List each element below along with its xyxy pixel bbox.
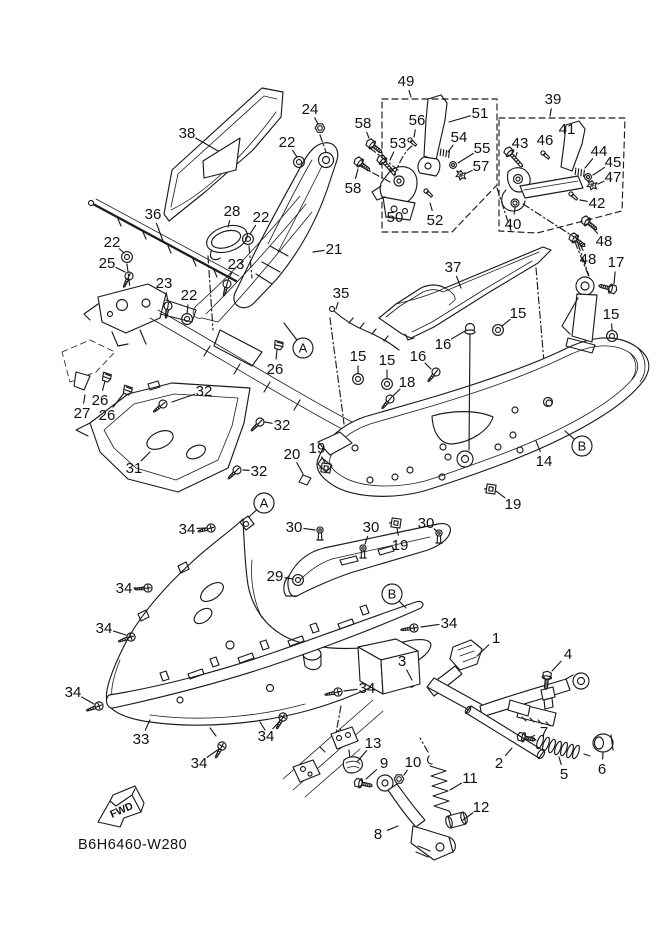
- callout-25: 25: [98, 255, 116, 272]
- leader-line: [467, 170, 472, 173]
- callout-15: 15: [602, 306, 620, 323]
- screw-fastener: [425, 366, 442, 384]
- callout-6: 6: [597, 761, 607, 778]
- callout-48: 48: [595, 233, 613, 250]
- part-12-collar: [445, 811, 469, 828]
- callout-30: 30: [285, 519, 303, 536]
- callout-27: 27: [73, 405, 91, 422]
- callout-50: 50: [386, 209, 404, 226]
- fwd-label: FWD: [108, 800, 136, 821]
- leader-line: [452, 331, 465, 339]
- callout-55: 55: [473, 140, 491, 157]
- screw-fastener: [120, 271, 134, 289]
- rivet30-fastener: [317, 527, 323, 540]
- callout-57: 57: [472, 158, 490, 175]
- callout-26: 26: [98, 407, 116, 424]
- leader-line: [82, 697, 94, 704]
- callout-10: 10: [404, 754, 422, 771]
- leader-line: [593, 167, 605, 175]
- leader-line: [390, 152, 394, 160]
- leader-line: [387, 826, 398, 830]
- leader-line: [293, 150, 297, 157]
- leader-line: [449, 116, 470, 122]
- leader-line: [187, 305, 188, 314]
- callout-9: 9: [379, 755, 389, 772]
- spring-11: [420, 738, 451, 817]
- leader-line: [458, 153, 474, 163]
- center-stand-assembly: [408, 640, 613, 760]
- leader-line: [313, 250, 324, 252]
- leader-line: [250, 225, 256, 234]
- callout-13: 13: [364, 735, 382, 752]
- leader-line: [585, 159, 593, 168]
- callout-52: 52: [426, 212, 444, 229]
- view-ref-label-B: B: [387, 586, 397, 602]
- callout-35: 35: [332, 285, 350, 302]
- callout-34: 34: [358, 680, 376, 697]
- callout-1: 1: [491, 630, 501, 647]
- view-ref-label-B: B: [577, 438, 587, 454]
- callout-24: 24: [301, 101, 319, 118]
- callout-34: 34: [95, 620, 113, 637]
- callout-5: 5: [559, 766, 569, 783]
- callout-37: 37: [444, 259, 462, 276]
- callout-18: 18: [398, 374, 416, 391]
- callout-34: 34: [257, 728, 275, 745]
- nut19-fastener: [484, 484, 496, 494]
- nut19-fastener: [389, 518, 401, 528]
- callout-16: 16: [409, 348, 427, 365]
- callout-19: 19: [391, 537, 409, 554]
- leader-line: [114, 631, 126, 635]
- drawing-code: B6H6460-W280: [78, 837, 188, 853]
- star-fastener: [587, 181, 597, 191]
- callout-8: 8: [373, 826, 383, 843]
- leader-line: [580, 200, 587, 201]
- leader-line: [552, 661, 561, 671]
- callout-58: 58: [344, 180, 362, 197]
- callout-11: 11: [462, 770, 478, 787]
- callout-51: 51: [471, 105, 489, 122]
- leader-line: [598, 181, 604, 184]
- callout-32: 32: [273, 417, 291, 434]
- screw34-fastener: [197, 523, 216, 535]
- callout-16: 16: [434, 336, 452, 353]
- callout-19: 19: [308, 440, 326, 457]
- view-ref-label-A: A: [298, 340, 308, 356]
- leader-line: [414, 130, 415, 137]
- callout-26: 26: [91, 392, 109, 409]
- callout-38: 38: [178, 125, 196, 142]
- callout-45: 45: [604, 154, 622, 171]
- leader-line: [421, 624, 439, 627]
- clip26-fastener: [100, 371, 113, 384]
- callout-54: 54: [450, 129, 468, 146]
- callout-14: 14: [535, 453, 553, 470]
- leader-line: [265, 422, 272, 423]
- callout-30: 30: [417, 515, 435, 532]
- leader-line: [276, 350, 277, 359]
- clip26-fastener: [272, 339, 284, 351]
- callout-12: 12: [472, 799, 490, 816]
- screw34-fastener: [212, 740, 227, 759]
- leader-line: [249, 510, 256, 517]
- star-fastener: [456, 171, 466, 181]
- callout-34: 34: [64, 684, 82, 701]
- leader-line: [450, 783, 461, 790]
- fwd-arrow: [98, 786, 144, 827]
- screw34-fastener: [400, 623, 418, 634]
- callout-22: 22: [252, 209, 270, 226]
- leader-line: [284, 323, 297, 340]
- screw-fastener: [248, 416, 265, 433]
- nut-fastener: [394, 775, 404, 783]
- bolt-fastener: [598, 281, 618, 295]
- callout-2: 2: [494, 755, 504, 772]
- washer-fastener: [585, 174, 592, 181]
- callout-22: 22: [180, 287, 198, 304]
- pin-fastener: [423, 188, 433, 198]
- callout-26: 26: [266, 361, 284, 378]
- bushing-6: [593, 734, 613, 752]
- callout-4: 4: [563, 646, 573, 663]
- screw34-fastener: [85, 701, 104, 715]
- pin-fastener: [407, 137, 417, 147]
- part-27-clip: [62, 340, 115, 390]
- callout-31: 31: [125, 460, 143, 477]
- callout-46: 46: [536, 132, 554, 149]
- washer-fastener: [450, 162, 457, 169]
- callout-15: 15: [509, 305, 527, 322]
- leader-line: [356, 169, 358, 178]
- leader-line: [514, 208, 515, 214]
- leader-line: [559, 757, 561, 764]
- callout-29: 29: [266, 568, 284, 585]
- bolt-fastener: [353, 777, 373, 790]
- springsm-fastener: [437, 146, 452, 161]
- leader-line: [409, 91, 411, 97]
- part-20-wedge: [299, 475, 311, 485]
- callout-21: 21: [325, 241, 343, 258]
- callout-42: 42: [588, 195, 606, 212]
- callout-49: 49: [397, 73, 415, 90]
- part-14-floor-panel: [317, 338, 649, 496]
- callout-34: 34: [190, 755, 208, 772]
- callout-15: 15: [378, 352, 396, 369]
- callout-44: 44: [590, 143, 608, 160]
- callout-34: 34: [440, 615, 458, 632]
- pin-fastener: [540, 150, 550, 160]
- callout-39: 39: [544, 91, 562, 108]
- callout-19: 19: [504, 496, 522, 513]
- callout-15: 15: [349, 348, 367, 365]
- leader-line: [103, 381, 105, 390]
- leader-line: [516, 153, 517, 156]
- leader-line: [336, 303, 338, 309]
- leader-line: [614, 272, 615, 284]
- callout-23: 23: [155, 275, 173, 292]
- nut-fastener: [315, 124, 325, 132]
- callout-3: 3: [397, 653, 407, 670]
- callout-30: 30: [362, 519, 380, 536]
- callout-32: 32: [250, 463, 268, 480]
- grommet-fastener: [122, 252, 133, 263]
- leader-line: [367, 132, 369, 138]
- footrest-assembly-49: [360, 95, 447, 220]
- callout-32: 32: [195, 383, 213, 400]
- pin-fastener: [568, 191, 578, 201]
- callout-22: 22: [278, 134, 296, 151]
- grommet-fastener: [182, 314, 193, 325]
- grommet-fastener: [382, 379, 393, 390]
- callout-58: 58: [354, 115, 372, 132]
- callout-53: 53: [389, 135, 407, 152]
- callout-22: 22: [103, 234, 121, 251]
- callout-36: 36: [144, 206, 162, 223]
- grommet-fastener: [353, 374, 364, 385]
- callout-34: 34: [178, 521, 196, 538]
- leader-line: [297, 463, 303, 474]
- callout-23: 23: [227, 256, 245, 273]
- callout-40: 40: [504, 216, 522, 233]
- callout-43: 43: [511, 135, 529, 152]
- callout-33: 33: [132, 731, 150, 748]
- callout-47: 47: [604, 169, 622, 186]
- callout-7: 7: [539, 724, 549, 741]
- leader-line: [506, 748, 512, 755]
- leader-line: [430, 203, 432, 210]
- callout-48: 48: [579, 251, 597, 268]
- callout-41: 41: [558, 121, 576, 138]
- leader-line: [116, 267, 125, 272]
- callout-17: 17: [607, 254, 625, 271]
- leader-line: [550, 109, 551, 116]
- part-38-side-panel: [164, 88, 283, 221]
- callout-28: 28: [223, 203, 241, 220]
- view-ref-label-A: A: [259, 495, 269, 511]
- leader-line: [304, 528, 315, 530]
- leader-line: [315, 118, 318, 124]
- leader-line: [448, 145, 453, 152]
- callout-20: 20: [283, 446, 301, 463]
- leader-line: [366, 770, 377, 779]
- callout-56: 56: [408, 112, 426, 129]
- callout-34: 34: [115, 580, 133, 597]
- leader-line: [84, 395, 85, 403]
